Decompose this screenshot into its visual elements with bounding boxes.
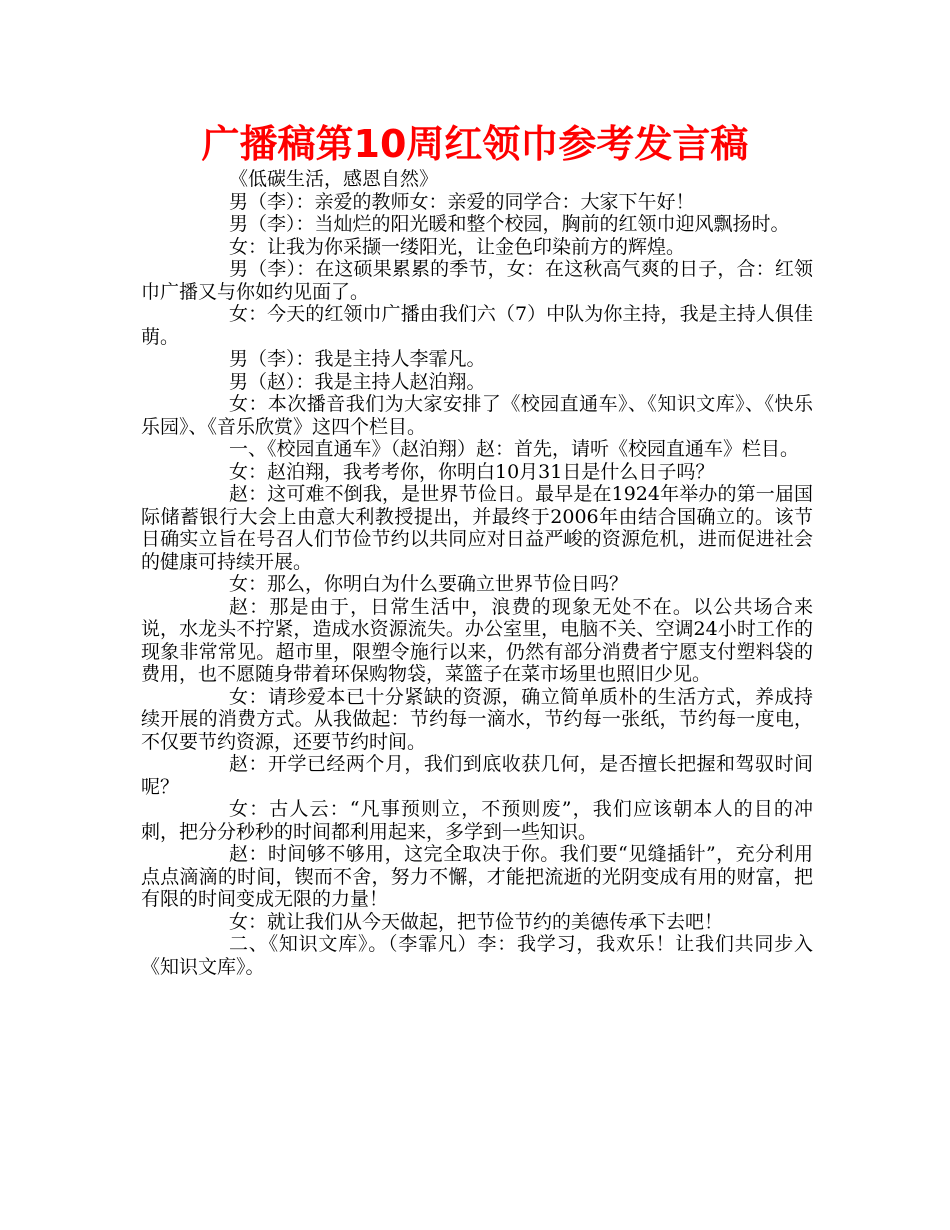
paragraph: 女：今天的红领巾广播由我们六（7）中队为你主持，我是主持人俱佳萌。 bbox=[141, 303, 813, 348]
paragraph: 《低碳生活，感恩自然》 bbox=[229, 168, 439, 190]
paragraph: 男（李）：当灿烂的阳光暖和整个校园，胸前的红领巾迎风飘扬时。 bbox=[229, 213, 790, 235]
paragraph: 女：赵泊翔，我考考你，你明白10月31日是什么日子吗？ bbox=[229, 460, 715, 483]
paragraph: 男（李）：亲爱的教师女：亲爱的同学合：大家下午好！ bbox=[229, 190, 695, 213]
paragraph: 男（李）：我是主持人李霏凡。 bbox=[229, 348, 486, 370]
paragraph: 赵：这可难不倒我，是世界节俭日。最早是在1924年举办的第一届国际储蓄银行大会上由意大利教授提出，并最终于2006年由结合国确立的。该节日确实立旨在号召人们节俭节约以共同应对日益严峻的资源危机，进而促进社会的健康可持续开展。 bbox=[141, 483, 813, 573]
paragraph: 女：请珍爱本已十分紧缺的资源，确立简单质朴的生活方式，养成持续开展的消费方式。从我做起：节约每一滴水，节约每一张纸，节约每一度电，不仅要节约资源，还要节约时间。 bbox=[141, 685, 813, 753]
paragraph: 男（赵）：我是主持人赵泊翔。 bbox=[229, 370, 486, 393]
paragraph: 赵：开学已经两个月，我们到底收获几何，是否擅长把握和驾驭时间呢？ bbox=[141, 753, 813, 798]
paragraph: 赵：那是由于，日常生活中，浪费的现象无处不在。以公共场合来说，水龙头不拧紧，造成水资源流失。办公室里，电脑不关、空调24小时工作的现象非常常见。超市里，限塑令施行以来，仍然有部分消费者宁愿支付塑料袋的费用，也不愿随身带着环保购物袋，菜篮子在菜市场里也照旧少见。 bbox=[141, 595, 813, 685]
paragraph: 女：就让我们从今天做起，把节俭节约的美德传承下去吧！ bbox=[229, 910, 724, 933]
paragraph: 赵：时间够不够用，这完全取决于你。我们要“见缝插针”，充分利用点点滴滴的时间，锲而不舍，努力不懈，才能把流逝的光阴变成有用的财富，把有限的时间变成无限的力量！ bbox=[141, 843, 813, 910]
paragraph: 女：本次播音我们为大家安排了《校园直通车》、《知识文库》、《快乐乐园》、《音乐欣赏》这四个栏目。 bbox=[141, 393, 813, 438]
document-body bbox=[141, 168, 813, 978]
paragraph: 女：那么，你明白为什么要确立世界节俭日吗？ bbox=[229, 573, 629, 595]
paragraph: 女：古人云：“凡事预则立，不预则废”，我们应该朝本人的目的冲刺，把分分秒秒的时间都利用起来，多学到一些知识。 bbox=[141, 798, 813, 843]
paragraph: 一、《校园直通车》（赵泊翔）赵：首先，请听《校园直通车》栏目。 bbox=[229, 438, 800, 460]
page-title: 广播稿第10周红领巾参考发言稿 bbox=[201, 122, 749, 166]
paragraph: 二、《知识文库》。（李霏凡）李：我学习，我欢乐！让我们共同步入《知识文库》。 bbox=[141, 933, 813, 978]
paragraph: 男（李）：在这硕果累累的季节，女：在这秋高气爽的日子，合：红领巾广播又与你如约见面了。 bbox=[141, 258, 813, 303]
paragraph: 女：让我为你采撷一缕阳光，让金色印染前方的辉煌。 bbox=[229, 235, 686, 258]
